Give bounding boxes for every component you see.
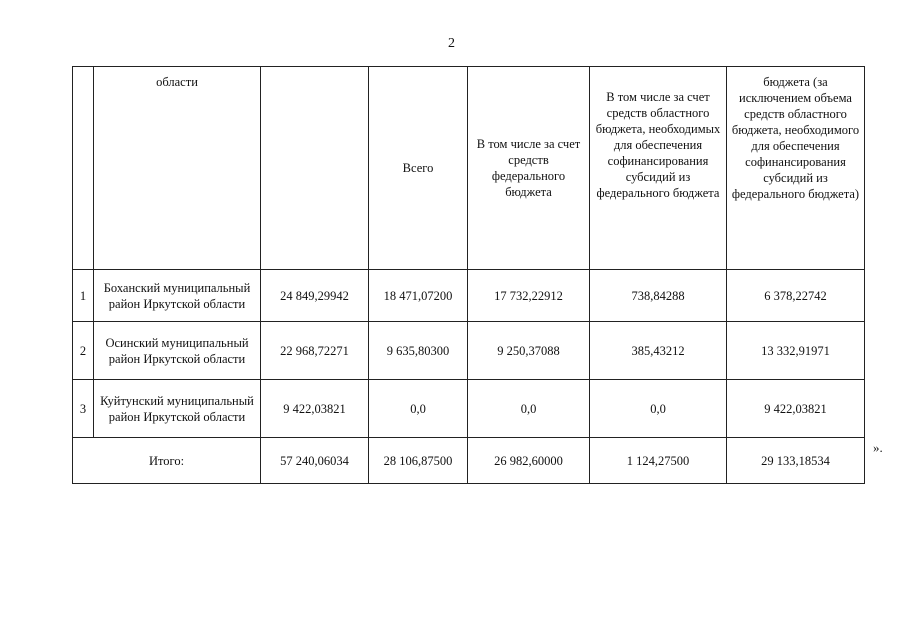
page-number: 2 xyxy=(448,36,455,51)
table-header-row xyxy=(73,67,865,270)
row-federal: 17 732,22912 xyxy=(468,270,590,322)
totals-regional-cofin: 1 124,27500 xyxy=(590,438,727,484)
totals-regional-other: 29 133,18534 xyxy=(727,438,865,484)
table-row xyxy=(73,270,865,322)
totals-all: 28 106,87500 xyxy=(369,438,468,484)
table-row xyxy=(73,380,865,438)
header-cell-all: Всего xyxy=(369,67,468,270)
header-cell-num xyxy=(73,67,94,270)
row-regional-cofin: 738,84288 xyxy=(590,270,727,322)
row-region-name: Осинский муниципальный район Иркутской области xyxy=(94,322,261,380)
totals-row xyxy=(73,438,865,484)
row-number: 3 xyxy=(73,380,94,438)
row-regional-cofin: 385,43212 xyxy=(590,322,727,380)
row-regional-other: 9 422,03821 xyxy=(727,380,865,438)
header-cell-federal: В том числе за счет средств федерального бюджета xyxy=(468,67,590,270)
row-total: 24 849,29942 xyxy=(261,270,369,322)
row-region-name: Куйтунский муниципальный район Иркутской области xyxy=(94,380,261,438)
row-region-name: Боханский муниципальный район Иркутской области xyxy=(94,270,261,322)
row-all: 18 471,07200 xyxy=(369,270,468,322)
row-regional-cofin: 0,0 xyxy=(590,380,727,438)
header-cell-total xyxy=(261,67,369,270)
row-all: 9 635,80300 xyxy=(369,322,468,380)
row-federal: 9 250,37088 xyxy=(468,322,590,380)
budget-table xyxy=(72,66,865,484)
header-cell-region: области xyxy=(94,67,261,270)
row-all: 0,0 xyxy=(369,380,468,438)
totals-label: Итого: xyxy=(73,438,261,484)
totals-total: 57 240,06034 xyxy=(261,438,369,484)
closing-quote-mark: ». xyxy=(873,440,883,455)
row-regional-other: 6 378,22742 xyxy=(727,270,865,322)
table-row xyxy=(73,322,865,380)
row-regional-other: 13 332,91971 xyxy=(727,322,865,380)
totals-federal: 26 982,60000 xyxy=(468,438,590,484)
row-total: 22 968,72271 xyxy=(261,322,369,380)
header-cell-regional-other: бюджета (за исключением объема средств областного бюджета, необходимого для обеспечения софинансирования субсидий из федерального бюджета) xyxy=(727,67,865,270)
row-number: 1 xyxy=(73,270,94,322)
row-number: 2 xyxy=(73,322,94,380)
row-federal: 0,0 xyxy=(468,380,590,438)
header-cell-regional-cofin: В том числе за счет средств областного бюджета, необходимых для обеспечения софинансирования субсидий из федерального бюджета xyxy=(590,67,727,270)
row-total: 9 422,03821 xyxy=(261,380,369,438)
